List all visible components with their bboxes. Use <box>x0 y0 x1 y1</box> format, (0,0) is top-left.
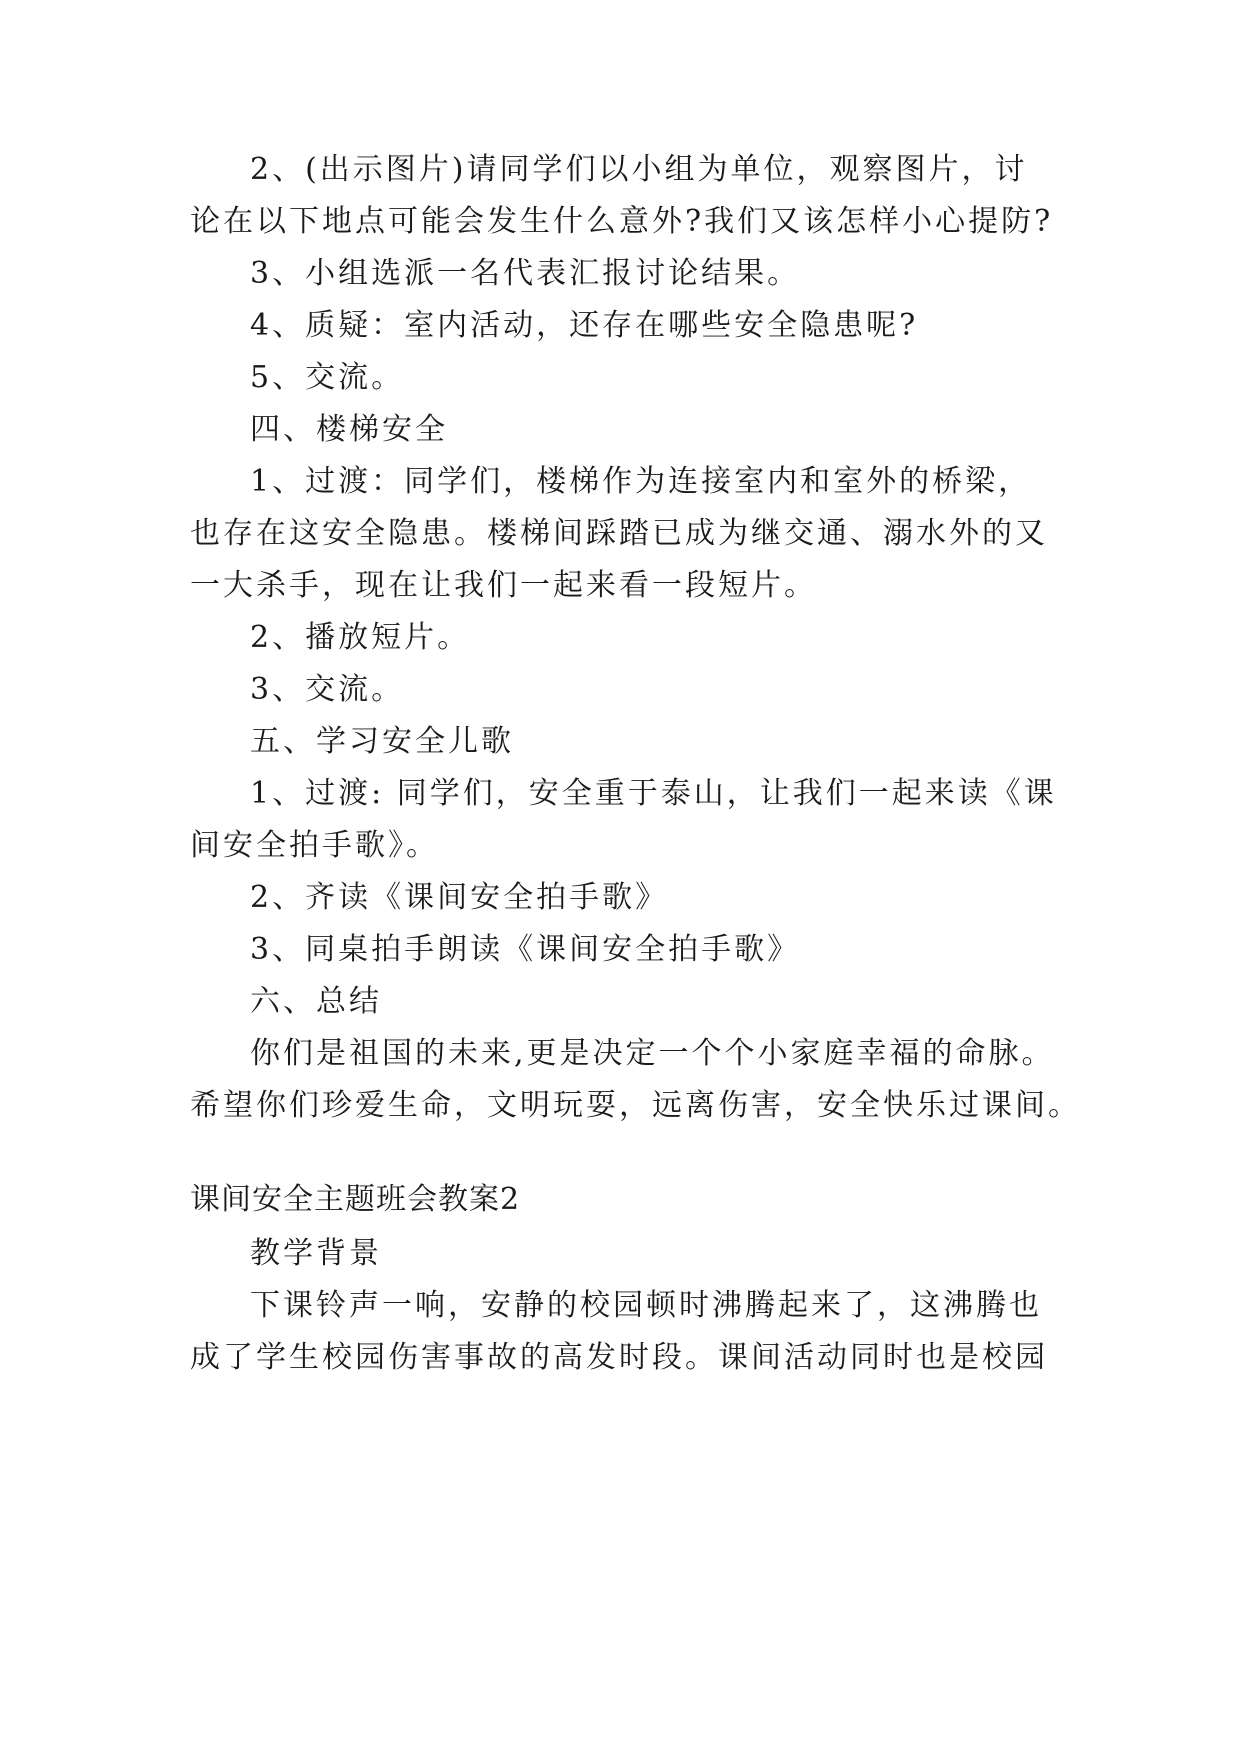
section-heading: 教学背景 <box>250 1236 382 1271</box>
paragraph-line: 间安全拍手歌》。 <box>190 828 439 863</box>
paragraph-line: 希望你们珍爱生命，文明玩耍，远离伤害，安全快乐过课间。 <box>190 1088 1081 1123</box>
section-heading: 五、学习安全儿歌 <box>250 724 514 759</box>
paragraph-line: 成了学生校园伤害事故的高发时段。课间活动同时也是校园 <box>190 1340 1048 1375</box>
document-title: 课间安全主题班会教案2 <box>190 1182 521 1217</box>
paragraph-line: 下课铃声一响，安静的校园顿时沸腾起来了，这沸腾也 <box>250 1288 1042 1323</box>
paragraph-line: 2、齐读《课间安全拍手歌》 <box>250 880 669 915</box>
paragraph-line: 3、交流。 <box>250 672 405 707</box>
paragraph-line: 5、交流。 <box>250 360 405 395</box>
paragraph-line: 1、过渡：同学们，楼梯作为连接室内和室外的桥梁， <box>250 464 1032 499</box>
paragraph-line: 1、过渡: 同学们，安全重于泰山，让我们一起来读《课 <box>250 776 1057 811</box>
paragraph-line: 也存在这安全隐患。楼梯间踩踏已成为继交通、溺水外的又 <box>190 516 1048 551</box>
paragraph-line: 3、同桌拍手朗读《课间安全拍手歌》 <box>250 932 801 967</box>
paragraph-line: 3、小组选派一名代表汇报讨论结果。 <box>250 256 801 291</box>
paragraph-line: 4、质疑：室内活动，还存在哪些安全隐患呢? <box>250 308 919 343</box>
section-heading: 四、楼梯安全 <box>250 412 448 447</box>
paragraph-line: 一大杀手，现在让我们一起来看一段短片。 <box>190 568 817 603</box>
paragraph-line: 你们是祖国的未来,更是决定一个个小家庭幸福的命脉。 <box>250 1036 1055 1071</box>
section-heading: 六、总结 <box>250 984 382 1019</box>
paragraph-line: 论在以下地点可能会发生什么意外?我们又该怎样小心提防? <box>190 204 1054 239</box>
paragraph-line: 2、播放短片。 <box>250 620 471 655</box>
paragraph-line: 2、(出示图片)请同学们以小组为单位，观察图片，讨 <box>250 152 1028 187</box>
